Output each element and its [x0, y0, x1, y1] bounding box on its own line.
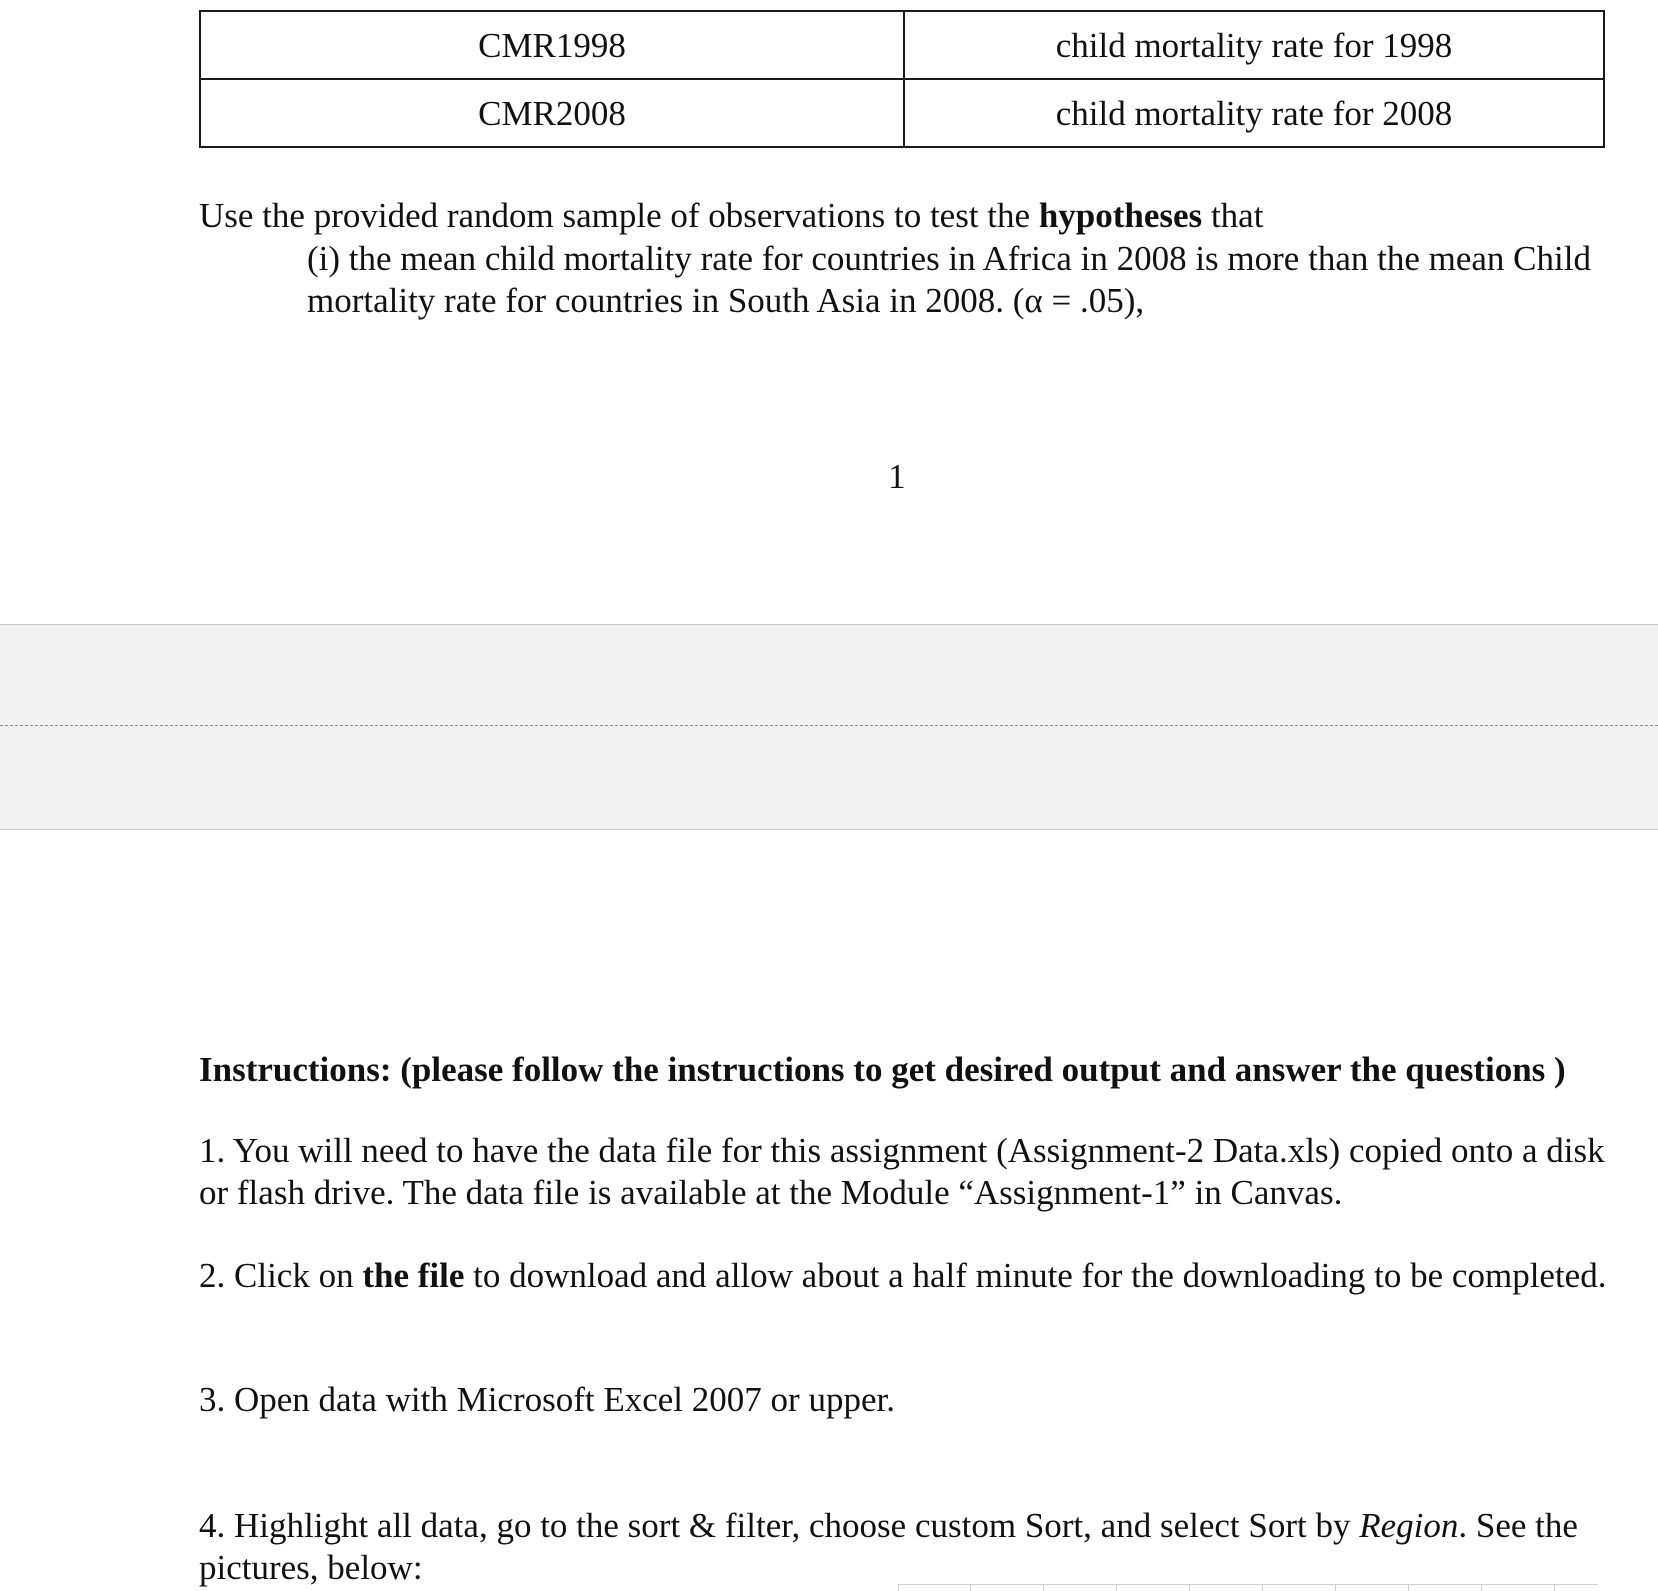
instructions-heading: Instructions: (please follow the instructions to get desired output and answer the questions ) — [199, 1050, 1566, 1089]
intro-text: Use the provided random sample of observations to test the — [199, 196, 1039, 235]
instruction-step-3: 3. Open data with Microsoft Excel 2007 or upper. — [199, 1380, 895, 1419]
variable-description-cell: child mortality rate for 2008 — [904, 79, 1604, 147]
table-row — [200, 79, 1604, 147]
intro-suffix: that — [1202, 196, 1264, 235]
step2-suffix: to download and allow about a half minute for the downloading to be completed. — [464, 1256, 1607, 1295]
instruction-step-1: 1. You will need to have the data file for this assignment (Assignment-2 Data.xls) copied onto a disk or flash drive. The data file is available at the Module “Assignment-1” in Canvas. — [199, 1131, 1605, 1212]
page-gap — [0, 624, 1658, 830]
step4-italic-term: Region — [1359, 1506, 1459, 1545]
variable-name-cell: CMR1998 — [200, 11, 904, 79]
hypothesis-i: (i) the mean child mortality rate for countries in Africa in 2008 is more than the mean Child mortality rate for countries in South Asia in 2008. (α = .05), — [307, 239, 1591, 320]
table-row — [200, 11, 1604, 79]
step2-text: 2. Click on — [199, 1256, 363, 1295]
variable-description-cell: child mortality rate for 1998 — [904, 11, 1604, 79]
step4-text: 4. Highlight all data, go to the sort & filter, choose custom Sort, and select Sort by — [199, 1506, 1360, 1545]
instruction-step-2 — [199, 1255, 1609, 1297]
page-break-line — [0, 725, 1658, 726]
variable-name-cell: CMR2008 — [200, 79, 904, 147]
variables-table — [199, 10, 1605, 148]
step2-bold-term: the file — [362, 1256, 465, 1295]
step4-suffix: . See the pictures, below: — [199, 1506, 1578, 1587]
question-intro — [199, 195, 1263, 237]
intro-bold-term: hypotheses — [1038, 196, 1203, 235]
page-number: 1 — [888, 457, 906, 496]
instruction-step-4 — [199, 1505, 1609, 1589]
